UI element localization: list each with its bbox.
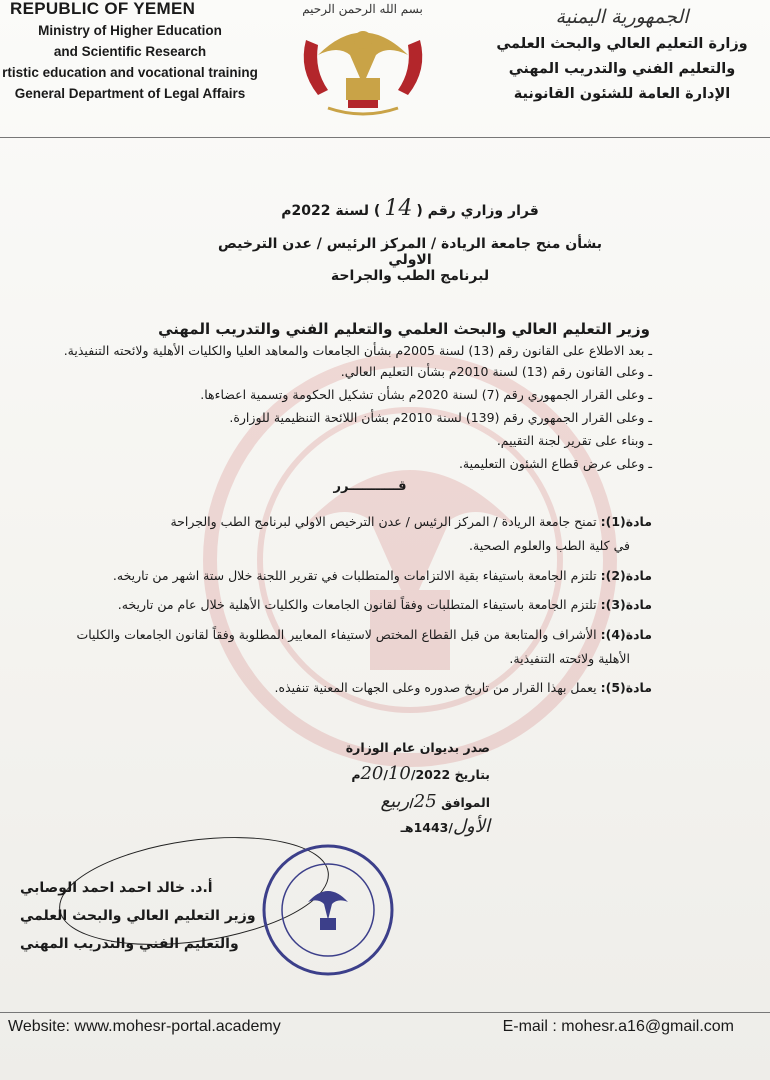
article-text: يعمل بهذا القرار من تاريخ صدوره وعلى الجهات المعنية تنفيذه. (274, 680, 597, 695)
department-en: General Department of Legal Affairs (14, 86, 246, 101)
ministry-en-2: and Scientific Research (53, 44, 207, 59)
article-label: مادة(4): (600, 627, 652, 642)
ministry-ar-2: والتعليم الفني والتدريب المهني (508, 61, 736, 77)
hijri-day: 25 (413, 791, 437, 812)
decision-number: 14 (384, 196, 413, 221)
title-suffix: ) لسنة 2022م (281, 203, 381, 219)
decision-title (200, 196, 620, 221)
article-label: مادة(5): (600, 680, 652, 695)
header-english (0, 0, 260, 104)
department-ar: الإدارة العامة للشئون القانونية (513, 86, 731, 102)
preamble-line: ـ وعلى القرار الجمهوري رقم (139) لسنة 2010م بشأن اللائحة التنظيمية للوزارة. (229, 410, 652, 425)
country-en: REPUBLIC OF YEMEN (10, 0, 196, 18)
issue-date: بتاريخ 20/10/2022م (351, 763, 490, 784)
hijri-year: 1443هـ (400, 820, 449, 835)
footer-email: E-mail : mohesr.a16@gmail.com (502, 1018, 734, 1035)
preamble-line: ـ وعلى عرض قطاع الشئون التعليمية. (458, 456, 652, 471)
article-text: تلتزم الجامعة باستيفاء المتطلبات وفقاً لقانون الجامعات والكليات الأهلية خلال عام من تاريخه. (117, 597, 597, 612)
signer-name: أ.د. خالد احمد احمد الوصابي (20, 880, 213, 896)
article-text: تمنح جامعة الريادة / المركز الرئيس / عدن الترخيص الاولي لبرنامج الطب والجراحة (170, 514, 597, 529)
issued-at: صدر بديوان عام الوزارة (345, 740, 490, 755)
date-day: 20 (360, 763, 384, 784)
decides-label: قـــــــــــرر (333, 479, 407, 494)
article-label: مادة(2): (600, 568, 652, 583)
footer-website: Website: www.mohesr-portal.academy (8, 1018, 281, 1035)
article-4 (12, 624, 652, 646)
ministry-en-1: Ministry of Higher Education (38, 23, 222, 38)
yemen-emblem-icon (288, 0, 438, 120)
article-5 (12, 677, 652, 699)
hijri-date: الموافق 25/ربيع الأول/1443هـ (380, 791, 490, 837)
article-3 (12, 594, 652, 616)
article-label: مادة(1): (600, 514, 652, 529)
preamble-line: ـ وعلى القانون رقم (13) لسنة 2010م بشأن التعليم العالي. (340, 364, 652, 379)
article-text: تلتزم الجامعة باستيفاء بقية الالتزامات والمتطلبات في تقرير اللجنة خلال ستة اشهر من تاريخه. (112, 568, 597, 583)
header-divider (0, 137, 770, 138)
article-label: مادة(3): (600, 597, 652, 612)
official-stamp (258, 840, 398, 980)
date-prefix: بتاريخ (454, 767, 490, 782)
date-year: 2022م (351, 767, 451, 782)
decision-subject-1: بشأن منح جامعة الريادة / المركز الرئيس / عدن الترخيص الاولي (218, 236, 602, 268)
decision-subject-2: لبرنامج الطب والجراحة (330, 268, 490, 284)
ministry-ar-1: وزارة التعليم العالي والبحث العلمي (496, 36, 748, 52)
ministry-en-3: rtistic education and vocational training (2, 65, 258, 80)
title-prefix: قرار وزاري رقم ( (416, 203, 539, 219)
article-2 (12, 565, 652, 587)
date-month: 10 (387, 763, 411, 784)
preamble-line: ـ وبناء على تقرير لجنة التقييم. (496, 433, 652, 448)
article-1 (12, 511, 652, 533)
bismillah: بسم الله الرحمن الرحيم (302, 2, 423, 16)
signer-title-2: والتعليم الفني والتدريب المهني (20, 936, 239, 952)
preamble-line: ـ بعد الاطلاع على القانون رقم (13) لسنة 2005م بشأن الجامعات والمعاهد العليا والكليات الأهلية ولائحته التنفيذية. (63, 343, 652, 358)
footer-divider (0, 1012, 770, 1013)
article-1-cont: في كلية الطب والعلوم الصحية. (469, 538, 630, 553)
header-arabic (492, 6, 752, 107)
hijri-prefix: الموافق (441, 795, 490, 810)
hijri-month: ربيع الأول (380, 791, 490, 837)
article-4-cont: الأهلية ولائحته التنفيذية. (509, 651, 630, 666)
country-ar: الجمهورية اليمنية (555, 6, 689, 28)
article-text: الأشراف والمتابعة من قبل القطاع المختص لاستيفاء المعايير المطلوبة وفقاً لقانون الجامعات والكليات (76, 627, 597, 642)
signer-title-1: وزير التعليم العالي والبحث العلمي (20, 908, 256, 924)
minister-heading: وزير التعليم العالي والبحث العلمي والتعليم الفني والتدريب المهني (158, 320, 650, 338)
preamble-line: ـ وعلى القرار الجمهوري رقم (7) لسنة 2020م بشأن تشكيل الحكومة وتسمية اعضاءها. (200, 387, 652, 402)
